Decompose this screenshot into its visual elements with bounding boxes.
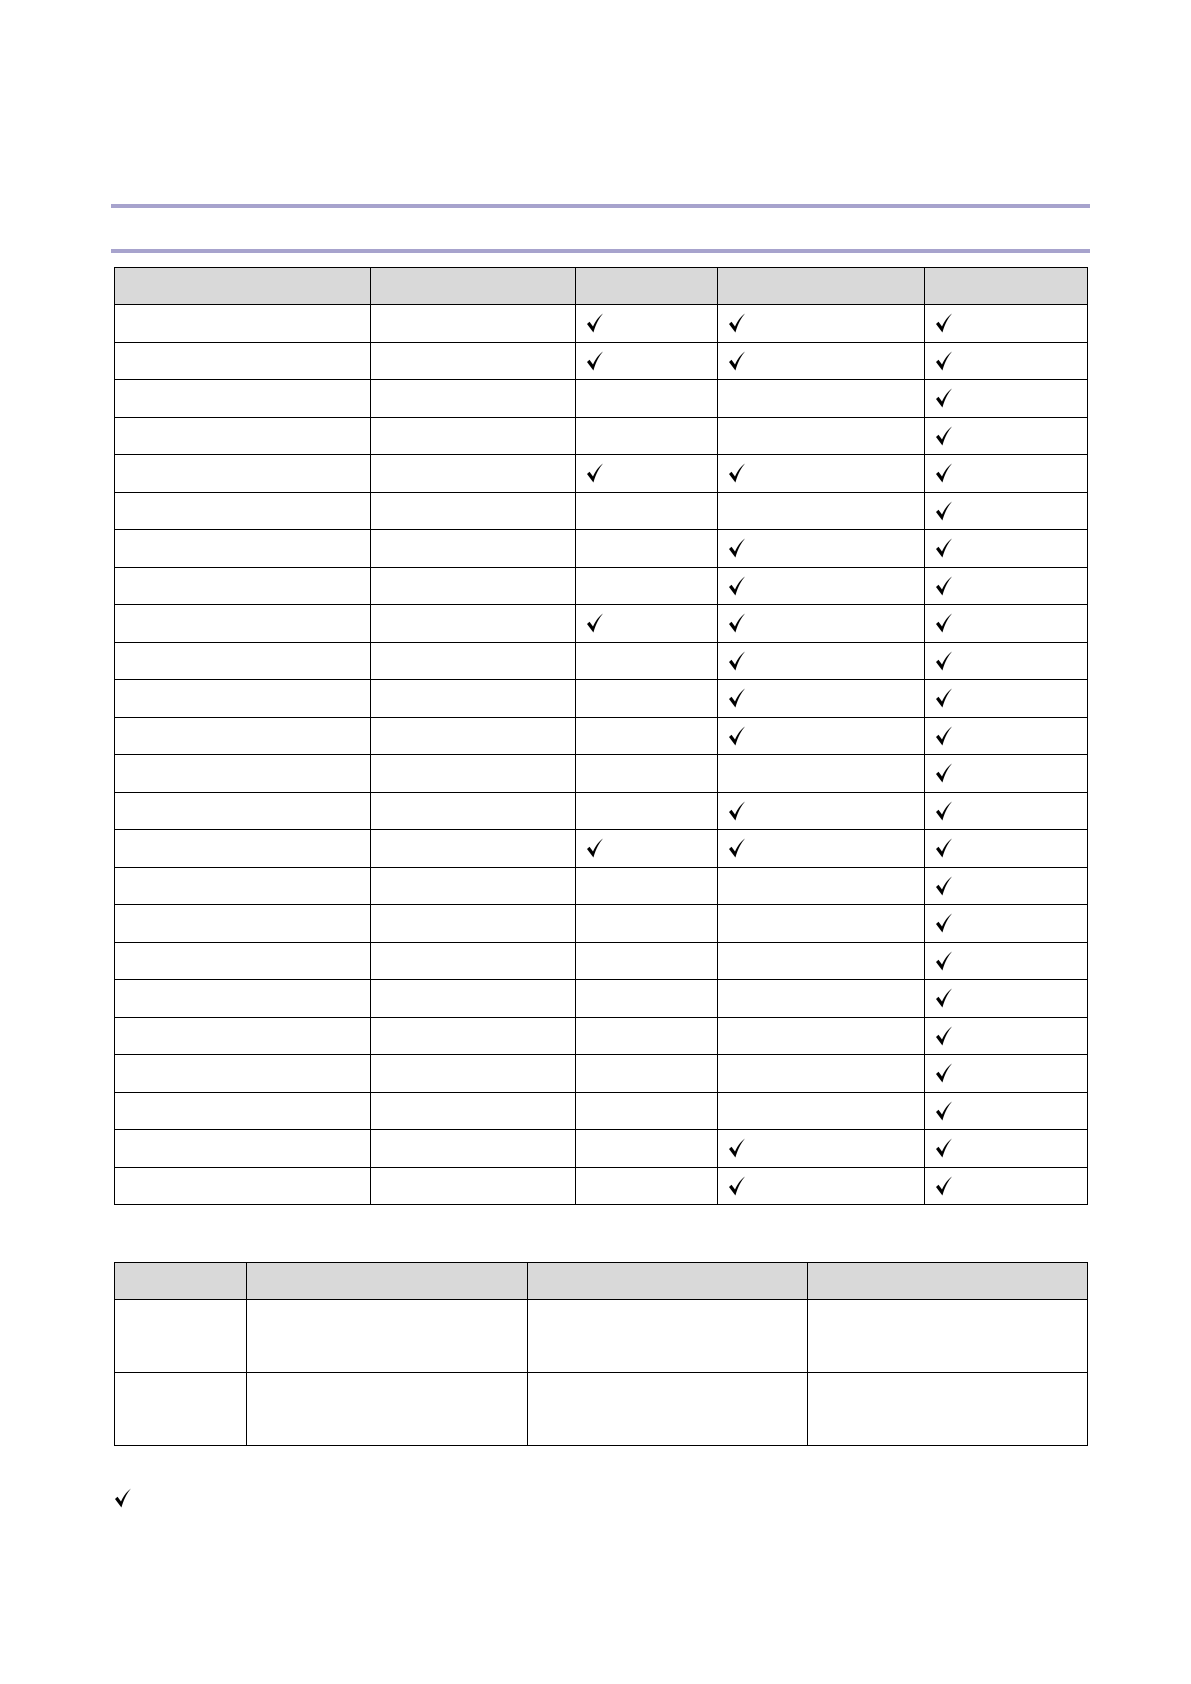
- table-cell: [718, 830, 925, 868]
- column-header: [528, 1263, 808, 1300]
- table-cell: [718, 1055, 925, 1093]
- table-cell: [925, 305, 1088, 343]
- row-label-cell: [115, 792, 371, 830]
- table-cell: [718, 417, 925, 455]
- table-cell: [371, 905, 576, 943]
- table-cell: [808, 1300, 1088, 1373]
- table-cell: [371, 1167, 576, 1205]
- table-row: [115, 867, 1088, 905]
- header-rule-bottom: [111, 249, 1090, 253]
- checkmark-icon: [935, 651, 953, 671]
- checkmark-icon: [586, 463, 604, 483]
- table-cell: [576, 792, 718, 830]
- column-header: [371, 268, 576, 305]
- table-cell: [576, 1130, 718, 1168]
- table-row: [115, 905, 1088, 943]
- table-cell: [576, 1167, 718, 1205]
- row-label-cell: [115, 530, 371, 568]
- column-header: [576, 268, 718, 305]
- row-label-cell: [115, 417, 371, 455]
- table-cell: [718, 1130, 925, 1168]
- table-cell: [247, 1373, 528, 1446]
- table-cell: [371, 492, 576, 530]
- table-cell: [925, 342, 1088, 380]
- checkmark-icon: [728, 538, 746, 558]
- checkmark-icon: [935, 688, 953, 708]
- table-row: [115, 980, 1088, 1018]
- table-row: [115, 680, 1088, 718]
- table-cell: [371, 642, 576, 680]
- table-cell: [925, 417, 1088, 455]
- table-cell: [576, 417, 718, 455]
- column-header: [808, 1263, 1088, 1300]
- table-cell: [576, 717, 718, 755]
- checkmark-icon: [935, 576, 953, 596]
- table-cell: [718, 605, 925, 643]
- row-label-cell: [115, 342, 371, 380]
- column-header: [115, 1263, 247, 1300]
- table-cell: [925, 942, 1088, 980]
- table-row: [115, 755, 1088, 793]
- checkmark-icon: [728, 463, 746, 483]
- row-label-cell: [115, 455, 371, 493]
- row-label-cell: [115, 980, 371, 1018]
- checkmark-icon: [935, 838, 953, 858]
- table-header-row: [115, 1263, 1088, 1300]
- table-row: [115, 792, 1088, 830]
- checkmark-icon: [935, 313, 953, 333]
- checkmark-icon: [728, 576, 746, 596]
- table-cell: [576, 567, 718, 605]
- table-cell: [718, 342, 925, 380]
- row-label-cell: [115, 830, 371, 868]
- table-cell: [371, 305, 576, 343]
- table-cell: [925, 792, 1088, 830]
- checkmark-icon: [728, 651, 746, 671]
- column-header: [925, 268, 1088, 305]
- checkmark-icon: [728, 313, 746, 333]
- table-cell: [576, 1055, 718, 1093]
- table-cell: [718, 755, 925, 793]
- row-label-cell: [115, 942, 371, 980]
- table-cell: [925, 1130, 1088, 1168]
- table-cell: [576, 1092, 718, 1130]
- table-cell: [925, 905, 1088, 943]
- checkmark-icon: [728, 726, 746, 746]
- checkmark-icon: [586, 613, 604, 633]
- table-row: [115, 717, 1088, 755]
- table-cell: [371, 942, 576, 980]
- checkmark-icon: [935, 726, 953, 746]
- table-cell: [576, 642, 718, 680]
- row-label-cell: [115, 1055, 371, 1093]
- table-cell: [718, 717, 925, 755]
- table-cell: [925, 1017, 1088, 1055]
- table-cell: [718, 680, 925, 718]
- table-cell: [371, 567, 576, 605]
- feature-matrix-table: [114, 267, 1088, 1205]
- table-header-row: [115, 268, 1088, 305]
- table-cell: [371, 530, 576, 568]
- checkmark-icon: [935, 913, 953, 933]
- checkmark-icon: [728, 801, 746, 821]
- table-cell: [718, 492, 925, 530]
- table-row: [115, 942, 1088, 980]
- checkmark-icon: [935, 1176, 953, 1196]
- table-cell: [528, 1300, 808, 1373]
- table-row: [115, 417, 1088, 455]
- table-cell: [925, 755, 1088, 793]
- checkmark-icon: [935, 1138, 953, 1158]
- table-cell: [718, 1167, 925, 1205]
- table-row: [115, 830, 1088, 868]
- table-row: [115, 380, 1088, 418]
- checkmark-icon: [935, 463, 953, 483]
- table-cell: [576, 1017, 718, 1055]
- checkmark-icon: [935, 1101, 953, 1121]
- checkmark-icon: [728, 838, 746, 858]
- row-label-cell: [115, 717, 371, 755]
- table-cell: [371, 380, 576, 418]
- row-label-cell: [115, 305, 371, 343]
- row-label-cell: [115, 380, 371, 418]
- table-cell: [925, 642, 1088, 680]
- table-cell: [576, 530, 718, 568]
- table-cell: [371, 1055, 576, 1093]
- table-cell: [925, 1055, 1088, 1093]
- table-cell: [718, 380, 925, 418]
- checkmark-icon: [935, 1026, 953, 1046]
- table-row: [115, 305, 1088, 343]
- checkmark-icon: [935, 501, 953, 521]
- table-row: [115, 567, 1088, 605]
- table-cell: [925, 380, 1088, 418]
- table-row: [115, 530, 1088, 568]
- row-label-cell: [115, 1167, 371, 1205]
- table-cell: [576, 380, 718, 418]
- table-cell: [371, 867, 576, 905]
- table-cell: [576, 905, 718, 943]
- table-cell: [371, 792, 576, 830]
- checkmark-icon: [728, 688, 746, 708]
- table-row: [115, 1373, 1088, 1446]
- table-row: [115, 1130, 1088, 1168]
- row-label-cell: [115, 605, 371, 643]
- checkmark-icon: [935, 988, 953, 1008]
- table-cell: [925, 1167, 1088, 1205]
- table-cell: [925, 492, 1088, 530]
- row-label-cell: [115, 567, 371, 605]
- checkmark-icon: [935, 613, 953, 633]
- checkmark-icon: [728, 613, 746, 633]
- table-row: [115, 455, 1088, 493]
- table-cell: [718, 792, 925, 830]
- table-cell: [371, 717, 576, 755]
- checkmark-icon: [935, 801, 953, 821]
- table-cell: [371, 1017, 576, 1055]
- table-cell: [576, 680, 718, 718]
- table-row: [115, 1017, 1088, 1055]
- checkmark-icon: [935, 388, 953, 408]
- table-cell: [925, 567, 1088, 605]
- table-cell: [371, 417, 576, 455]
- table-row: [115, 1300, 1088, 1373]
- table-cell: [576, 305, 718, 343]
- table-cell: [718, 1092, 925, 1130]
- row-label-cell: [115, 1130, 371, 1168]
- table-cell: [718, 1017, 925, 1055]
- table-cell: [576, 455, 718, 493]
- checkmark-icon: [586, 838, 604, 858]
- table-cell: [115, 1373, 247, 1446]
- checkmark-icon: [935, 1063, 953, 1083]
- table-cell: [925, 605, 1088, 643]
- checkmark-icon: [728, 351, 746, 371]
- table-cell: [576, 942, 718, 980]
- table-cell: [371, 1092, 576, 1130]
- table-cell: [528, 1373, 808, 1446]
- checkmark-icon: [935, 538, 953, 558]
- table-cell: [718, 867, 925, 905]
- row-label-cell: [115, 1017, 371, 1055]
- table-cell: [718, 980, 925, 1018]
- table-cell: [718, 642, 925, 680]
- table-cell: [371, 680, 576, 718]
- table-row: [115, 642, 1088, 680]
- table-row: [115, 1167, 1088, 1205]
- row-label-cell: [115, 680, 371, 718]
- table-cell: [808, 1373, 1088, 1446]
- checkmark-icon: [586, 313, 604, 333]
- checkmark-icon: [935, 763, 953, 783]
- table-cell: [576, 342, 718, 380]
- checkmark-icon: [728, 1176, 746, 1196]
- row-label-cell: [115, 867, 371, 905]
- table-cell: [925, 980, 1088, 1018]
- column-header: [247, 1263, 528, 1300]
- table-row: [115, 342, 1088, 380]
- table-cell: [371, 1130, 576, 1168]
- column-header: [718, 268, 925, 305]
- checkmark-icon: [935, 426, 953, 446]
- table-cell: [925, 717, 1088, 755]
- header-rule-top: [111, 204, 1090, 208]
- checkmark-icon: [935, 876, 953, 896]
- table-cell: [371, 830, 576, 868]
- row-label-cell: [115, 1092, 371, 1130]
- table-cell: [925, 1092, 1088, 1130]
- table-cell: [371, 980, 576, 1018]
- table-cell: [576, 830, 718, 868]
- table-cell: [115, 1300, 247, 1373]
- table-cell: [576, 980, 718, 1018]
- column-header: [115, 268, 371, 305]
- checkmark-icon: [114, 1488, 132, 1508]
- checkmark-icon: [728, 1138, 746, 1158]
- table-cell: [576, 605, 718, 643]
- table-cell: [718, 305, 925, 343]
- checkmark-icon: [935, 351, 953, 371]
- table-row: [115, 1055, 1088, 1093]
- table-cell: [718, 567, 925, 605]
- checkmark-icon: [586, 351, 604, 371]
- table-cell: [371, 605, 576, 643]
- table-cell: [925, 530, 1088, 568]
- row-label-cell: [115, 492, 371, 530]
- table-cell: [718, 905, 925, 943]
- table-cell: [718, 942, 925, 980]
- table-cell: [371, 755, 576, 793]
- row-label-cell: [115, 642, 371, 680]
- row-label-cell: [115, 755, 371, 793]
- row-label-cell: [115, 905, 371, 943]
- table-cell: [925, 867, 1088, 905]
- table-row: [115, 492, 1088, 530]
- table-cell: [925, 680, 1088, 718]
- table-cell: [576, 755, 718, 793]
- table-cell: [576, 867, 718, 905]
- table-cell: [576, 492, 718, 530]
- table-cell: [371, 455, 576, 493]
- legend-table: [114, 1262, 1088, 1446]
- table-row: [115, 1092, 1088, 1130]
- checkmark-icon: [935, 951, 953, 971]
- table-cell: [925, 830, 1088, 868]
- table-cell: [247, 1300, 528, 1373]
- table-cell: [925, 455, 1088, 493]
- table-cell: [371, 342, 576, 380]
- table-row: [115, 605, 1088, 643]
- table-cell: [718, 455, 925, 493]
- table-cell: [718, 530, 925, 568]
